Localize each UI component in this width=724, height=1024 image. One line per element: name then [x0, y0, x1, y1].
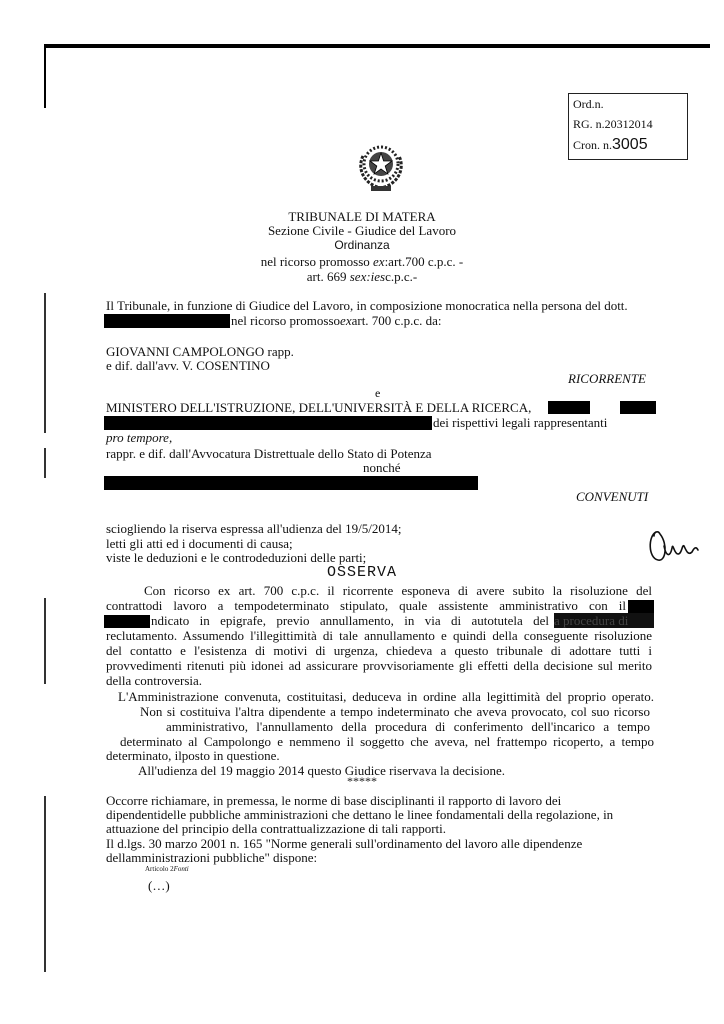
osserva-heading: OSSERVA — [326, 564, 397, 581]
defendant-role: CONVENUTI — [576, 489, 649, 504]
defendant-representatives: dei rispettivi legali rappresentanti — [433, 415, 608, 430]
margin-line — [44, 293, 46, 433]
paragraph-4-line-3: attuazione del principio della contrattualizzazione di tali rapporti. — [106, 821, 447, 836]
registry-box — [568, 93, 688, 160]
paragraph-1-line-3: ndicato in epigrafe, previo annullamento, in via di autotutela del — [151, 613, 549, 628]
redaction-block — [548, 401, 590, 414]
defendant-counsel: rappr. e dif. dall'Avvocatura Distrettuale dello Stato di Potenza — [106, 446, 432, 461]
defendant-pro-tempore: pro tempore, — [106, 430, 173, 445]
handwritten-signature — [646, 524, 706, 566]
court-section: Sezione Civile - Giudice del Lavoro — [267, 223, 457, 238]
defendant-ministry: MINISTERO DELL'ISTRUZIONE, DELL'UNIVERSITÀ E DELLA RICERCA, — [106, 400, 532, 415]
ellipsis-text: (…) — [148, 878, 170, 893]
paragraph-1-line-7: della controversia. — [106, 673, 203, 688]
plaintiff-role: RICORRENTE — [568, 371, 646, 386]
paragraph-2-line-3: amministrativo, l'annullamento della procedura di conferimento dell'incarico a tempo — [166, 719, 650, 734]
intro-line-1: Il Tribunale, in funzione di Giudice del Lavoro, in composizione monocratica nella persona del dott. — [106, 298, 628, 313]
paragraph-5-line-2: dellamministrazioni pubbliche" dispone: — [106, 850, 318, 865]
italian-emblem-icon — [353, 136, 409, 196]
paragraph-1-line-1: Con ricorso ex art. 700 c.p.c. il ricorrente esponeva di avere subito la risoluzione del — [144, 583, 652, 598]
top-border-line — [44, 44, 710, 48]
cron-number: Cron. n.3005 — [573, 136, 648, 153]
margin-line — [44, 448, 46, 478]
redaction-block — [620, 401, 656, 414]
margin-line — [44, 796, 46, 972]
plaintiff-counsel: e dif. dall'avv. V. COSENTINO — [106, 358, 270, 373]
paragraph-5-line-1: Il d.lgs. 30 marzo 2001 n. 165 "Norme generali sull'ordinamento del lavoro alle dipendenze — [106, 836, 583, 851]
paragraph-2-line-4: determinato al Campolongo e nemmeno il soggetto che aveva, nel frattempo ricoperto, a tempo — [120, 734, 654, 749]
section-separator: ***** — [347, 774, 377, 788]
court-name: TRIBUNALE DI MATERA — [288, 209, 436, 224]
paragraph-1-line-4: reclutamento. Assumendo l'illegittimità di tale annullamento e quindi della conseguente risoluzione — [106, 628, 652, 643]
redaction-block — [104, 314, 230, 328]
premise-line-3: viste le deduzioni e le controdeduzioni delle parti; — [106, 550, 367, 565]
redaction-block — [104, 416, 432, 430]
paragraph-4-line-1: Occorre richiamare, in premessa, le norme di base disciplinanti il rapporto di lavoro dei — [106, 793, 562, 808]
margin-line — [44, 598, 46, 684]
paragraph-2-line-1: L'Amministrazione convenuta, costituitasi, deduceva in ordine alla legittimità del proprio operato. — [118, 689, 654, 704]
premise-line-2: letti gli atti ed i documenti di causa; — [106, 536, 293, 551]
redaction-block — [104, 615, 150, 628]
paragraph-4-line-2: dipendentidelle pubbliche amministrazioni che dettano le linee fondamentali della regolazione, in — [106, 807, 614, 822]
ord-number: Ord.n. — [573, 97, 604, 111]
rg-number: RG. n.20312014 — [573, 117, 653, 131]
document-type: Ordinanza — [334, 238, 390, 252]
intro-line-2: nel ricorso promossoexart. 700 c.p.c. da: — [231, 313, 442, 328]
left-border-line — [44, 44, 46, 108]
plaintiff-name: GIOVANNI CAMPOLONGO rapp. — [106, 344, 294, 359]
nonche-text: nonché — [363, 460, 401, 475]
paragraph-2-line-5: determinato, ilposto in questione. — [106, 748, 280, 763]
conjunction: e — [375, 386, 381, 400]
paragraph-2-line-2: Non si costituiva l'altra dipendente a tempo indeterminato che aveva provocato, col suo ricorso — [140, 704, 650, 719]
ricorso-line-2: art. 669 sex:iesc.p.c.- — [306, 269, 418, 284]
article-heading: Articolo 2Fonti — [145, 865, 189, 873]
premise-line-1: sciogliendo la riserva espressa all'udienza del 19/5/2014; — [106, 521, 402, 536]
paragraph-3: All'udienza del 19 maggio 2014 questo Giudice riservava la decisione. — [138, 763, 505, 778]
redaction-block — [104, 476, 478, 490]
paragraph-1-line-5: del contatto e l'esistenza di motivi di urgenza, chiedeva a questo tribunale di adottare tutti i — [106, 643, 652, 658]
paragraph-1-line-2: contrattodi lavoro a tempodeterminato stipulato, quale assistente amministrativo con il — [106, 598, 626, 613]
redaction-block — [628, 600, 654, 613]
paragraph-1-line-6: provvedimenti ritenuti più idonei ad assicurare provvisoriamente gli effetti della decisione sul merito — [106, 658, 652, 673]
paragraph-1-redacted-text: a procedura di — [554, 613, 654, 628]
ricorso-line-1: nel ricorso promosso ex:art.700 c.p.c. - — [260, 254, 464, 269]
